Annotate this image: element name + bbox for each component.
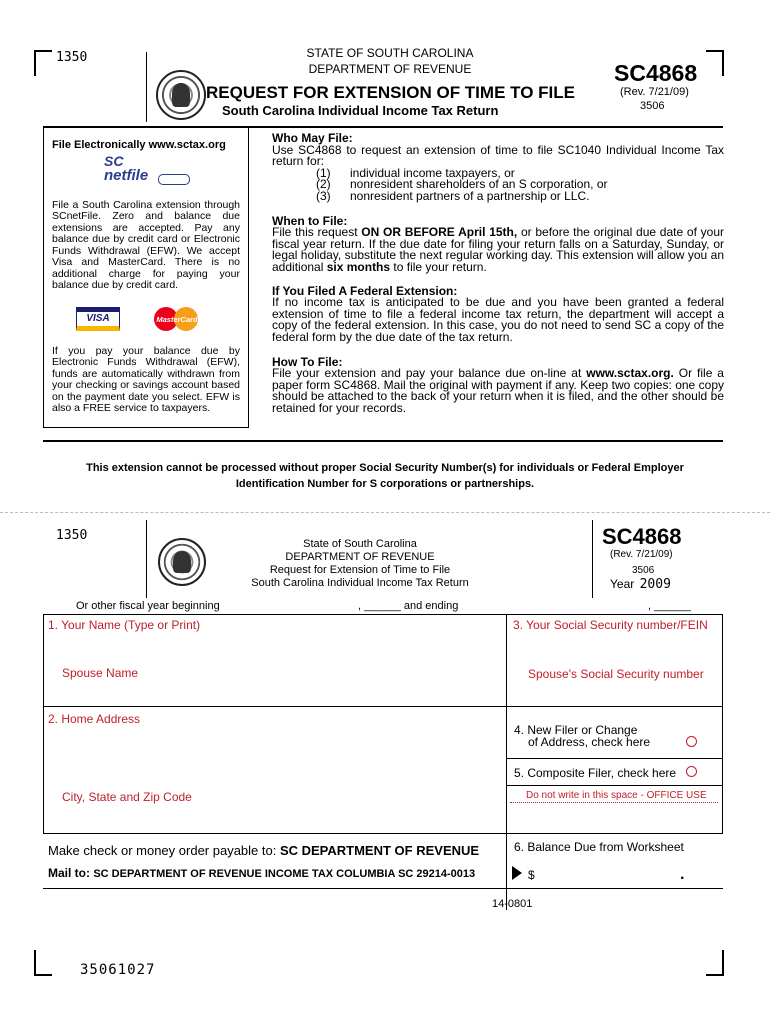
who-text: Use SC4868 to request an extension of time to file SC1040 Individual Income Tax return for: xyxy=(272,142,724,169)
instructions xyxy=(272,133,724,414)
efile-paragraph: File a South Carolina extension through SCnetFile. Zero and balance due extensions are accepted. Pay any balance due by credit card or Electronic Funds Withdrawal (EFW). We accept Visa and MasterCard. There is no additional charge for paying your balance due by credit card. xyxy=(52,198,240,291)
efile-info-box xyxy=(43,128,249,428)
state-name: STATE OF SOUTH CAROLINA xyxy=(306,46,474,60)
visa-logo xyxy=(76,307,120,331)
revision-date: (Rev. 7/21/09) xyxy=(620,86,689,98)
voucher-grid-divider xyxy=(506,614,507,910)
mastercard-label: MasterCard xyxy=(156,314,198,324)
mail-to-address: SC DEPARTMENT OF REVENUE INCOME TAX COLUMBIA SC 29214-0013 xyxy=(93,868,476,880)
your-name-label: 1. Your Name (Type or Print) xyxy=(48,618,201,632)
form-code: 1350 xyxy=(56,50,88,65)
tax-year xyxy=(610,577,671,592)
federal-heading: If You Filed A Federal Extension: xyxy=(272,283,458,298)
right-rule-2 xyxy=(506,758,723,759)
logo-netfile: netfile xyxy=(104,166,149,184)
form-code-footer: 14-0801 xyxy=(492,898,533,910)
logo-card-icon xyxy=(158,174,190,185)
list-item-number: (1) xyxy=(316,165,331,180)
voucher-number: 3506 xyxy=(632,565,655,576)
when-text xyxy=(272,227,724,273)
fiscal-year-label: Or other fiscal year beginning xyxy=(76,600,220,612)
how-text-a: File your extension and pay your balance due on-line at xyxy=(272,366,587,381)
payable-line xyxy=(48,843,479,858)
dollar-sign: $ xyxy=(528,868,535,882)
federal-text: If no income tax is anticipated to be due and you have been granted a federal extension of time to file a federal income tax return, the department will accept a copy of the federal extension. In this case, you do not need to send SC a copy of the federal form by the due date of the tax return. xyxy=(272,295,724,344)
home-address-label: 2. Home Address xyxy=(48,712,141,726)
mail-to-prefix: Mail to: xyxy=(48,866,94,880)
voucher-state: State of South Carolina xyxy=(303,538,417,550)
logo-sc: SC xyxy=(104,152,124,169)
corner-mark-top-left xyxy=(34,50,52,76)
list-item-text: nonresident partners of a partnership or LLC. xyxy=(350,188,590,203)
ssn-label: 3. Your Social Security number/FEIN xyxy=(513,618,708,632)
list-item-number: (3) xyxy=(316,188,331,203)
payable-prefix: Make check or money order payable to: xyxy=(48,843,280,858)
visa-label: VISA xyxy=(86,312,110,324)
list-item-text: individual income taxpayers, or xyxy=(350,165,515,180)
your-name-input[interactable] xyxy=(48,634,500,658)
new-filer-label: 4. New Filer or Change xyxy=(514,723,638,737)
how-text xyxy=(272,368,724,414)
voucher-seal-icon xyxy=(158,538,206,586)
who-list xyxy=(316,165,724,203)
form-id: SC4868 xyxy=(614,60,698,86)
balance-due-label: 6. Balance Due from Worksheet xyxy=(514,840,684,854)
header-divider xyxy=(146,52,147,122)
right-rule-1 xyxy=(506,706,723,707)
tax-year-value: 2009 xyxy=(639,577,671,592)
spouse-name-input[interactable] xyxy=(48,682,500,704)
voucher-title: Request for Extension of Time to File xyxy=(269,564,451,576)
composite-filer-label: 5. Composite Filer, check here xyxy=(514,766,677,780)
right-rule-3 xyxy=(506,785,723,786)
list-item-number: (2) xyxy=(316,177,331,192)
list-item xyxy=(316,188,724,203)
corner-mark-bottom-left xyxy=(34,950,52,976)
state-seal-icon xyxy=(156,70,206,120)
how-text-c: Or file a paper form SC4868. Mail the original with payment if any. Keep two copies: one copy should be attached to the back of your return when it is filed, and the other should be retained for your records. xyxy=(272,366,724,415)
balance-due-input[interactable] xyxy=(540,862,716,886)
voucher-divider-left xyxy=(146,520,147,598)
page-title: REQUEST FOR EXTENSION OF TIME TO FILE xyxy=(206,83,575,102)
fiscal-begin-blank: , ______ and ending xyxy=(358,600,459,612)
mastercard-logo xyxy=(152,306,202,332)
department-name: DEPARTMENT OF REVENUE xyxy=(308,62,472,76)
new-filer-checkbox[interactable] xyxy=(686,736,697,747)
how-heading: How To File: xyxy=(272,354,343,369)
spouse-ssn-input[interactable] xyxy=(512,682,718,704)
corner-mark-bottom-right xyxy=(706,950,724,976)
who-heading: Who May File: xyxy=(272,131,353,145)
when-six-months: six months xyxy=(326,259,391,274)
list-item-text: nonresident shareholders of an S corporation, or xyxy=(350,177,608,192)
voucher-code: 1350 xyxy=(56,528,88,543)
fiscal-end-blank: , ______ xyxy=(648,600,691,612)
new-filer-sublabel: of Address, check here xyxy=(528,735,651,749)
home-address-input[interactable] xyxy=(48,728,500,784)
corner-mark-top-right xyxy=(706,50,724,76)
office-use-note: Do not write in this space - OFFICE USE xyxy=(526,790,707,801)
when-deadline: ON OR BEFORE April 15th, xyxy=(361,225,518,240)
payable-payee: SC DEPARTMENT OF REVENUE xyxy=(279,843,480,858)
arrow-icon xyxy=(512,866,522,880)
spouse-name-label: Spouse Name xyxy=(62,666,139,680)
voucher-divider-right xyxy=(592,520,593,598)
ssn-notice: This extension cannot be processed without proper Social Security Number(s) for individuals or Federal Employer Identification Number for S corporations or partnerships. xyxy=(86,462,684,490)
voucher-dept: DEPARTMENT OF REVENUE xyxy=(285,551,435,563)
cut-line xyxy=(0,512,770,513)
voucher-form-id: SC4868 xyxy=(602,524,682,549)
city-state-zip-input[interactable] xyxy=(48,806,500,830)
decimal-point: . xyxy=(680,866,685,883)
when-text-c: or before the original due date of your fiscal year return. If the due date for filing your return falls on a Saturday, Sunday, or legal holiday, substitute the next regular working day. This extension will allow you an additional xyxy=(272,225,724,274)
section-rule xyxy=(43,440,723,442)
page-subtitle: South Carolina Individual Income Tax Return xyxy=(222,103,499,118)
city-state-zip-label: City, State and Zip Code xyxy=(62,790,192,804)
how-website: www.sctax.org. xyxy=(586,366,674,381)
tax-year-label: Year xyxy=(610,577,635,591)
efile-heading: File Electronically www.sctax.org xyxy=(52,139,226,151)
spouse-ssn-label: Spouse's Social Security number xyxy=(528,667,704,681)
form-number: 3506 xyxy=(640,100,665,112)
when-heading: When to File: xyxy=(272,213,348,228)
efw-paragraph: If you pay your balance due by Electronic Funds Withdrawal (EFW), funds are automatically withdrawn from your checking or savings account based on the payment date you select. EFW is also a FREE service to taxpayers. xyxy=(52,344,240,414)
voucher-revision: (Rev. 7/21/09) xyxy=(610,549,673,560)
office-use-area xyxy=(510,802,718,831)
when-text-a: File this request xyxy=(272,225,362,240)
composite-filer-checkbox[interactable] xyxy=(686,766,697,777)
card-logos xyxy=(52,304,240,338)
when-text-e: to file your return. xyxy=(390,259,487,274)
barcode-number: 35061027 xyxy=(80,962,156,978)
voucher-subtitle: South Carolina Individual Income Tax Return xyxy=(251,577,469,589)
ssn-input[interactable] xyxy=(512,634,718,658)
mail-to-line xyxy=(48,866,475,880)
scnetfile-logo xyxy=(100,152,192,190)
bottom-rule xyxy=(43,888,723,889)
